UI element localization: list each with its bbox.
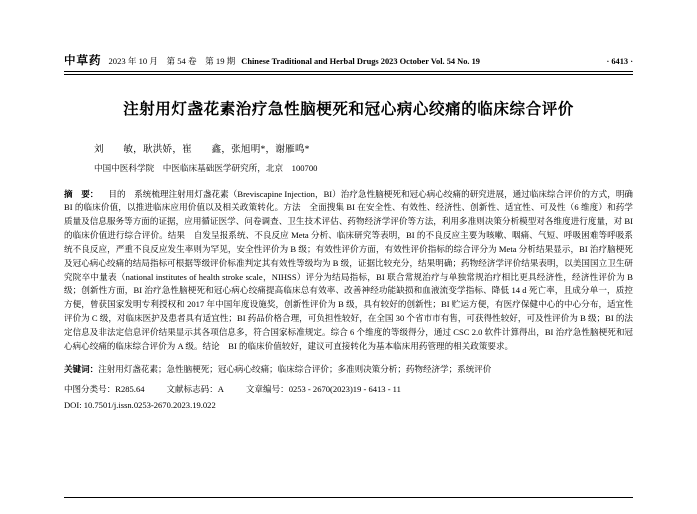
doc-label: 文献标志码： <box>166 384 218 395</box>
abstract-text: 目的 系统梳理注射用灯盏花素（Breviscapine Injection，BI）治疗急性脑梗死和冠心病心绞痛的研究进展，通过临床综合评价的方式，明确 BI 的临床价值，以推进临床应用价值以及相关政策转化。方法 全面搜集 BI 在安全性、有效性、经济性、创新性、适宜性、可及性（6 维度）和药学质量及信息服务等方面的证据，应用循证医学、问卷调查、卫生技术评估、药物经济学评价等方法，利用多准则决策分析模型对各维度进行度量，对 BI 的临床价值进行综合评价。结果 自发呈报系统、不良反应 Meta 分析、临床研究等表明，BI 的不良反应主要为咳嗽、咽痛、气短、呼吸困难等呼吸系统不良反应，严重不良反应发生率则为罕见，安全性评价为 B 级；有效性评价方面，有效性评价指标的综合评分为 Meta 分析结果显示，BI 治疗脑梗死及冠心病心绞痛的结局指标可根据等级评价标准判定其有效性等级均为 B 级，证据比较充分，结果明确；药物经济学评价结果表明，以美国国立卫生研究院卒中量表（national institutes of health stroke scale，NIHSS）评分为结局指标，BI 联合常规治疗与单独常规治疗相比更具经济性，经济性评价为 B 级；创新性方面，BI 治疗急性脑梗死和冠心病心绞痛提高临床总有效率、改善神经功能缺损和血液流变学指标、降低 14 d 死亡率，且成分单一，质控方便，曾获国家发明专利授权和 2017 年中国年度设施奖，创新性评价为 B 级，具有较好的创新性；BI 贮运方便，有医疗保健中心的中心分布，适宜性评价为 C 级，对临床医护及患者具有适宜性；BI 药品价格合理，可负担性较好，在全国 30 个省市市有售，可获得性较好，可及性评价为 B 级；BI 的法定信息及非法定信息评价结果显示其各项信息多，符合国家标准规定。综合 6 个维度的等级得分，通过 CSC 2.0 软件计算得出，BI 治疗急性脑梗死和冠心病心绞痛的临床综合评价为 A 级。结论 BI 的临床价值较好，建议可直接转化为基本临床用药管理的相关政策要求。 <box>64 188 633 351</box>
journal-name: 中草药 <box>64 53 102 67</box>
article-id-value: 0253 - 2670(2023)19 - 6413 - 11 <box>288 384 401 395</box>
abstract <box>64 188 633 354</box>
abstract-label: 摘 要： <box>64 188 99 199</box>
header-rule-top <box>64 71 633 72</box>
article-id <box>246 383 401 395</box>
issue-info-chinese: 2023 年 10 月 第 54 卷 第 19 期 <box>108 56 236 66</box>
document-code <box>167 383 224 395</box>
keywords-label: 关键词： <box>64 363 99 374</box>
cls-value: R285.64 <box>115 384 145 395</box>
page-title: 注射用灯盏花素治疗急性脑梗死和冠心病心绞痛的临床综合评价 <box>123 98 574 118</box>
page-number: · 6413 · <box>606 57 633 66</box>
doi-label: DOI: <box>64 400 82 411</box>
doc-value: A <box>217 384 224 395</box>
author-list: 刘 敏，耿洪娇，崔 鑫，张旭明*，谢雁鸣* <box>94 143 310 155</box>
header-rule-bottom <box>64 74 633 75</box>
keywords-text: 注射用灯盏花素；急性脑梗死；冠心病心绞痛；临床综合评价；多准则决策分析；药物经济学；系统评价 <box>98 363 492 374</box>
cls-number <box>64 383 145 395</box>
cls-label: 中图分类号： <box>64 384 116 395</box>
classification-line <box>64 383 633 395</box>
affiliation: 中国中医科学院 中医临床基础医学研究所，北京 100700 <box>94 162 318 173</box>
issue-info-english: Chinese Traditional and Herbal Drugs 2023 October Vol. 54 No. 19 <box>241 57 480 66</box>
running-head <box>64 0 633 68</box>
footer-rule <box>64 497 633 498</box>
keywords <box>64 363 633 377</box>
article-id-label: 文章编号： <box>245 384 289 395</box>
doi-line <box>64 400 633 410</box>
doi-value[interactable]: 10.7501/j.issn.0253-2670.2023.19.022 <box>83 400 216 411</box>
